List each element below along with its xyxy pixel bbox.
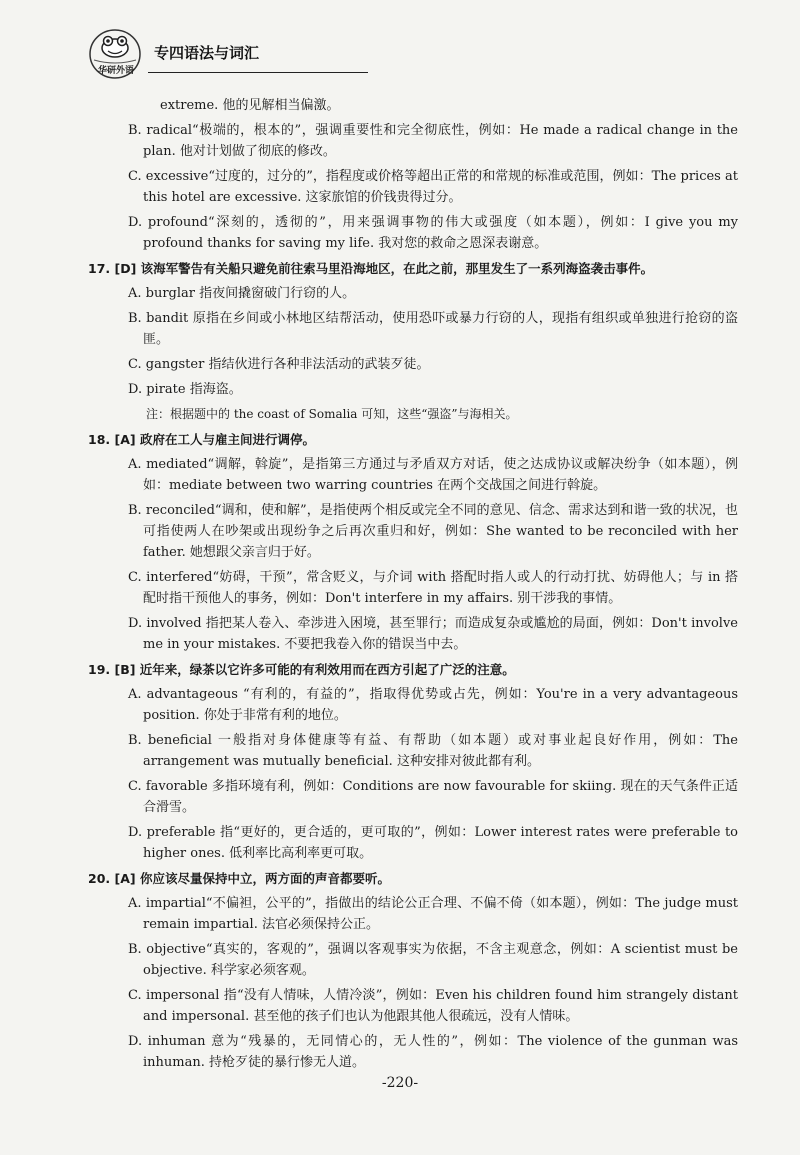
page-header [88,28,288,80]
option-explanation: C. excessive“过度的，过分的”，指程度或价格等超出正常的和常规的标准或范围，例如：The prices at this hotel are excessive. 这家旅馆的价钱贵得过分。 [128,169,738,205]
option-explanation: B. beneficial 一般指对身体健康等有益、有帮助（如本题）或对事业起良好作用，例如：The arrangement was mutually beneficial. 这种安排对彼此都有利。 [128,733,738,769]
page-header-title: 专四语法与词汇 [154,44,260,62]
option-explanation: A. impartial“不偏袒，公平的”，指做出的结论公正合理、不偏不倚（如本题），例如：The judge must remain impartial. 法官必须保持公正。 [128,896,738,932]
text-line: extreme. 他的见解相当偏激。 [160,98,340,113]
header-divider [148,72,368,73]
option-explanation: D. pirate 指海盗。 [128,382,242,397]
option-explanation: C. gangster 指结伙进行各种非法活动的武装歹徒。 [128,357,430,372]
option-explanation: B. objective“真实的，客观的”，强调以客观事实为依据，不含主观意念，例如：A scientist must be objective. 科学家必须客观。 [128,942,738,978]
question-answer-heading: 17. [D] 该海军警告有关船只避免前往索马里沿海地区，在此之前，那里发生了一系列海盗袭击事件。 [88,261,654,276]
option-explanation: B. radical“极端的，根本的”，强调重要性和完全彻底性，例如：He made a radical change in the plan. 他对计划做了彻底的修改。 [128,123,738,159]
logo-text: 华研外语 [97,66,134,76]
option-explanation: C. favorable 多指环境有利，例如：Conditions are now favourable for skiing. 现在的天气条件正适合滑雪。 [128,779,738,815]
option-explanation: D. profound“深刻的，透彻的”，用来强调事物的伟大或强度（如本题），例如：I give you my profound thanks for saving my life. 我对您的救命之恩深表谢意。 [128,215,738,251]
option-explanation: D. inhuman 意为“残暴的，无同情心的，无人性的”，例如：The violence of the gunman was inhuman. 持枪歹徒的暴行惨无人道。 [128,1034,738,1070]
question-answer-heading: 20. [A] 你应该尽量保持中立，两方面的声音都要听。 [88,871,390,886]
option-explanation: B. bandit 原指在乡间或小林地区结帮活动，使用恐吓或暴力行窃的人，现指有组织或单独进行抢窃的盗匪。 [128,311,738,347]
option-explanation: C. impersonal 指“没有人情味，人情冷淡”，例如：Even his children found him strangely distant and impersonal. 甚至他的孩子们也认为他跟其他人很疏远，没有人情味。 [128,988,738,1024]
option-explanation: A. burglar 指夜间撬窗破门行窃的人。 [128,286,356,301]
page-number: -220- [381,1075,419,1091]
question-answer-heading: 19. [B] 近年来，绿茶以它许多可能的有利效用而在西方引起了广泛的注意。 [88,662,515,677]
publisher-logo [88,28,142,80]
option-explanation: B. reconciled“调和，使和解”，是指使两个相反或完全不同的意见、信念、需求达到和谐一致的状况，也可指使两人在吵架或出现纷争之后再次重归和好，例如：She wanted to be reconciled with her father. 她想跟父亲言归于好。 [128,503,738,560]
note-line: 注：根据题中的 the coast of Somalia 可知，这些“强盗”与海相关。 [146,407,518,421]
question-answer-heading: 18. [A] 政府在工人与雇主间进行调停。 [88,432,315,447]
option-explanation: C. interfered“妨碍，干预”，常含贬义，与介词 with 搭配时指人或人的行动打扰、妨碍他人；与 in 搭配时指干预他人的事务，例如：Don't interfere in my affairs. 别干涉我的事情。 [128,570,738,606]
answer-explanations [88,95,738,1077]
option-explanation: A. mediated“调解，斡旋”，是指第三方通过与矛盾双方对话，使之达成协议或解决纷争（如本题），例如：mediate between two warring countries 在两个交战国之间进行斡旋。 [128,457,738,493]
option-explanation: D. involved 指把某人卷入、牵涉进入困境，甚至罪行；而造成复杂或尴尬的局面，例如：Don't involve me in your mistakes. 不要把我卷入你的错误当中去。 [128,616,738,652]
option-explanation: A. advantageous “有利的，有益的”，指取得优势或占先，例如：You're in a very advantageous position. 你处于非常有利的地位。 [128,687,738,723]
option-explanation: D. preferable 指“更好的，更合适的，更可取的”，例如：Lower interest rates were preferable to higher ones. 低利率比高利率更可取。 [128,825,738,861]
